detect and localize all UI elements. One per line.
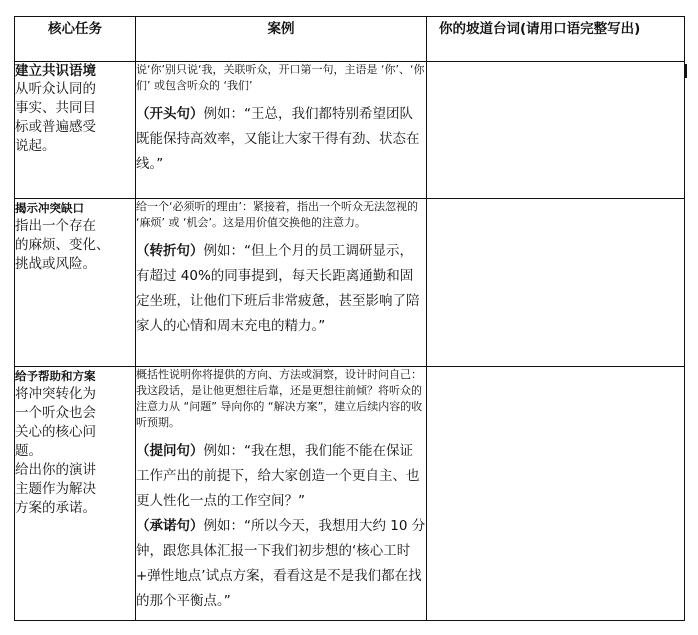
task-table — [14, 16, 685, 621]
case-intro: 说‘你’别只说‘我，关联听众，开口第一句，主语是 ‘你’、‘你们’ 或包含听众的 ‘我们’ — [136, 63, 425, 92]
header-row — [15, 17, 685, 62]
task-cell — [15, 199, 136, 367]
header-case: 案例 — [136, 17, 427, 62]
case-example — [136, 439, 426, 514]
example-tag: （提问句） — [136, 443, 204, 459]
example-text: 例如：“我在想，我们能不能在保证工作产出的前提下，给大家创造一个更自主、也更人性化一点的工作空间？” — [136, 443, 420, 509]
task-cell — [15, 367, 136, 621]
table-row — [15, 62, 685, 199]
task-description: 指出一个存在 的麻烦、变化、 挑战或风险。 — [15, 218, 110, 272]
case-example — [136, 514, 426, 614]
header-your-lines: 你的坡道台词(请用口语完整写出) — [427, 17, 685, 62]
example-text: 例如：“王总，我们都特别希望团队既能保持高效率，又能让大家干得有劲、状态在线。” — [136, 106, 420, 172]
edge-marker — [684, 64, 687, 78]
example-text: 例如：“但上个月的员工调研显示，有超过 40%的同事提到，每天长距离通勤和固定坐班，让他们下班后非常疲惫，甚至影响了陪家人的心情和周末充电的精力。” — [136, 243, 420, 334]
task-description: 将冲突转化为 一个听众也会 关心的核心问 题。 给出你的演讲 主题作为解决 方案的承诺。 — [15, 386, 96, 516]
case-intro: 给一个‘必须听的理由’：紧接着，指出一个听众无法忽视的 ‘麻烦’ 或 ‘机会’。这是用价值交换他的注意力。 — [136, 200, 418, 229]
example-text: 例如：“所以今天，我想用大约 10 分钟，跟您具体汇报一下我们初步想的‘核心工时+弹性地点’试点方案，看看这是不是我们都在找的那个平衡点。” — [136, 518, 426, 609]
case-cell — [136, 367, 427, 621]
table-row — [15, 367, 685, 621]
example-tag: （承诺句） — [136, 518, 204, 534]
case-intro: 概括性说明你将提供的方向、方法或洞察，设计时问自己：我这段话，是让他更想往后靠，还是更想往前倾？将听众的注意力从 “问题” 导向你的 “解决方案”，建立后续内容的收听预期。 — [136, 368, 423, 429]
answer-cell[interactable] — [427, 367, 685, 621]
task-cell — [15, 62, 136, 199]
answer-cell[interactable] — [427, 62, 685, 199]
task-name: 揭示冲突缺口 — [15, 201, 84, 215]
task-name: 给予帮助和方案 — [15, 369, 96, 383]
table-row — [15, 199, 685, 367]
example-tag: （转折句） — [136, 243, 204, 259]
case-cell — [136, 62, 427, 199]
header-core-task: 核心任务 — [15, 17, 136, 62]
case-example — [136, 102, 426, 177]
task-description: 从听众认同的 事实、共同目 标或普遍感受 说起。 — [15, 81, 96, 154]
answer-cell[interactable] — [427, 199, 685, 367]
case-example — [136, 239, 426, 339]
task-name: 建立共识语境 — [15, 63, 96, 79]
example-tag: （开头句） — [136, 106, 204, 122]
case-cell — [136, 199, 427, 367]
